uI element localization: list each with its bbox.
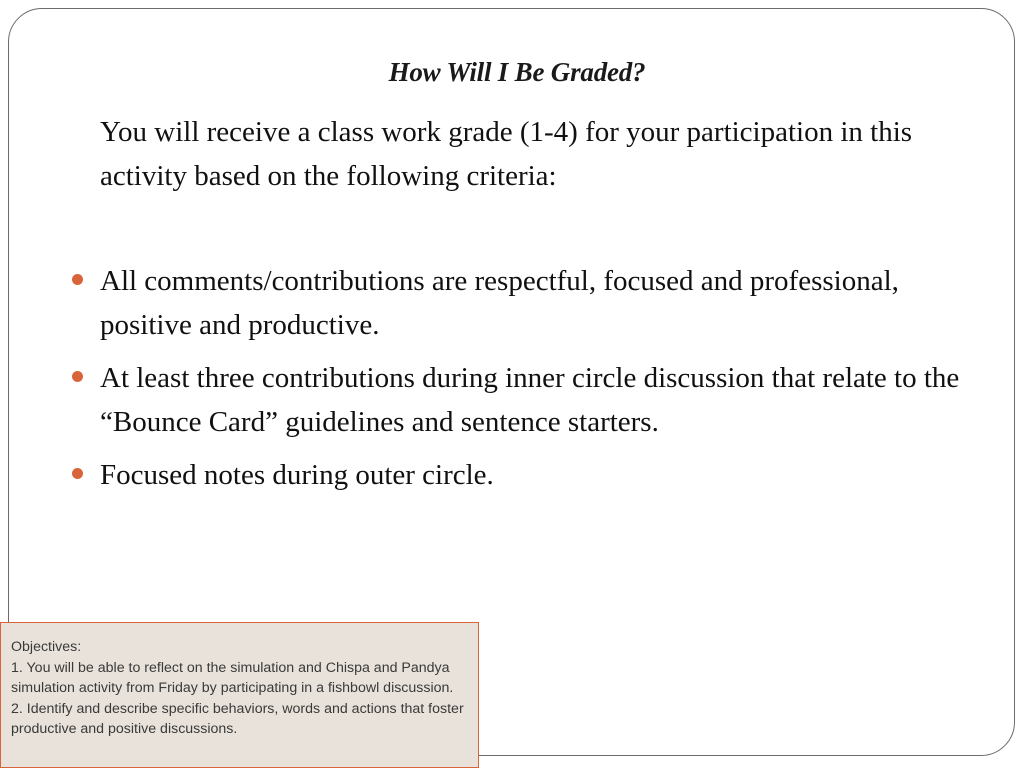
objective-item: 2. Identify and describe specific behaviors, words and actions that foster productive and positive discussions. bbox=[11, 700, 464, 737]
criteria-item bbox=[100, 356, 960, 444]
criteria-item bbox=[100, 453, 960, 497]
criteria-text: Focused notes during outer circle. bbox=[100, 459, 494, 491]
bullet-dot-icon bbox=[72, 468, 83, 479]
criteria-list bbox=[100, 259, 960, 506]
intro-paragraph: You will receive a class work grade (1-4) for your participation in this activity based on the following criteria: bbox=[100, 116, 913, 192]
objective-item: 1. You will be able to reflect on the simulation and Chispa and Pandya simulation activity from Friday by participating in a fishbowl discussion. bbox=[11, 659, 454, 696]
criteria-text: All comments/contributions are respectful, focused and professional, positive and productive. bbox=[100, 265, 899, 341]
slide-title: How Will I Be Graded? bbox=[388, 57, 646, 87]
bullet-dot-icon bbox=[72, 371, 83, 382]
objectives-box bbox=[0, 622, 479, 768]
criteria-text: At least three contributions during inner circle discussion that relate to the “Bounce Card” guidelines and sentence starters. bbox=[100, 362, 960, 438]
objectives-heading: Objectives: bbox=[11, 639, 82, 655]
bullet-dot-icon bbox=[72, 274, 83, 285]
criteria-item bbox=[100, 259, 960, 347]
